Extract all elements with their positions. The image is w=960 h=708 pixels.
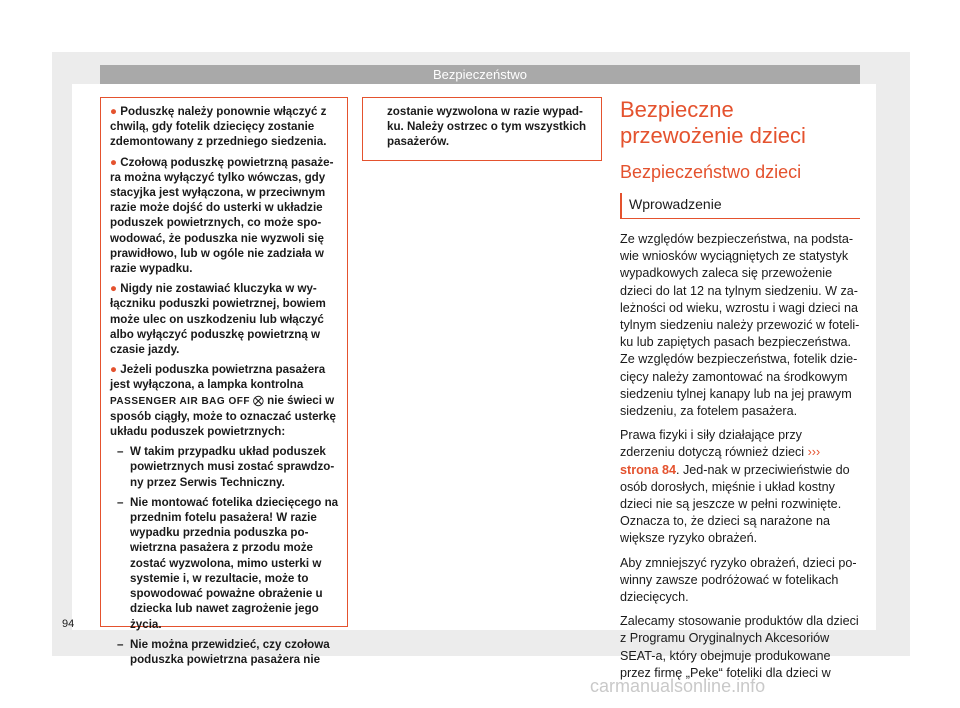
warning-sub-item: – Nie montować fotelika dziecięcego na przednim fotelu pasażera! W razie wypadku przednia poduszka po-wietrzna pasażera z przodu może zostać wyzwolona, mimo usterki w systemie i, w rezultacie, może to spowodować poważne obrażenie u dziecka lub nawet zagrożenie jego życia. — [117, 495, 339, 631]
warning-box-left — [100, 97, 348, 666]
paragraph: Ze względów bezpieczeństwa, na podsta-wie wniosków wyciągniętych ze statystyk wypadkowych zaleca się przewożenie dzieci do lat 12 na tylnym siedzeniu. W za-leżności od wieku, wzrostu i wagi dzieci na tylnym siedzeniu należy przewozić w foteli-ku lub zapiętych pasach bezpieczeństwa. Ze względów bezpieczeństwa, fotelik dzie-cięcy należy zamontować na środkowym siedzeniu tylnej kanapy lub na jej prawym siedzeniu, za fotelem pasażera. — [620, 232, 860, 419]
subsection-heading: Wprowadzenie — [629, 196, 722, 212]
bullet-icon: ● — [110, 363, 118, 377]
dash-icon: – — [117, 637, 124, 651]
section-heading: Bezpieczeństwo dzieci — [620, 162, 802, 182]
paragraph: Prawa fizyki i siły działające przy zderzeniu dotyczą również dzieci ››› strona 84. Jed-nak w przeciwieństwie do osób dorosłych, mięśnie i układ kostny dzieci nie są jeszcze w pełni rozwinięte. Oznacza to, że dzieci są narażone na większe ryzyko obrażeń. — [620, 428, 850, 546]
warning-sub-item: – Nie można przewidzieć, czy czołowa poduszka powietrzna pasażera nie — [117, 637, 330, 666]
passenger-airbag-off-icon: PASSENGER AIR BAG OFF ⛒ — [110, 395, 264, 407]
watermark: carmanualsonline.info — [590, 676, 766, 696]
paragraph: Aby zmniejszyć ryzyko obrażeń, dzieci po-winny zawsze podróżować w fotelikach dziecięcych. — [620, 555, 857, 605]
bullet-icon: ● — [110, 105, 118, 118]
dash-icon: – — [117, 445, 124, 459]
page-title: Bezpieczne przewożenie dzieci — [620, 97, 806, 148]
warning-continued-text: zostanie wyzwolona w razie wypad-ku. Należy ostrzec o tym wszystkich pasażerów. — [387, 105, 587, 149]
warning-box-continued — [362, 97, 602, 161]
subsection-heading-block — [620, 193, 860, 219]
warning-item: ● Nigdy nie zostawiać kluczyka w wy-łączniku poduszki powietrznej, bowiem może ulec on uszkodzeniu lub włączyć albo wyłączyć poduszkę powietrzną w czasie jazdy. — [110, 282, 326, 357]
arrow-icon: ››› — [807, 445, 821, 460]
page-reference-link[interactable]: strona 84 — [620, 462, 676, 477]
bullet-icon: ● — [110, 282, 118, 296]
section-header: Bezpieczeństwo — [100, 65, 860, 84]
warning-item: ● Jeżeli poduszka powietrzna pasażera jest wyłączona, a lampka kontrolna PASSENGER AIR BAG OFF ⛒ nie świeci w sposób ciągły, może to oznaczać usterkę układu poduszek powietrznych: — [110, 363, 336, 439]
dash-icon: – — [117, 495, 124, 509]
warning-item: ● Poduszkę należy ponownie włączyć z chwilą, gdy fotelik dziecięcy zostanie zdemontowany z przedniego siedzenia. — [110, 105, 327, 149]
page-number: 94 — [62, 618, 75, 630]
warning-sub-item: – W takim przypadku układ poduszek powietrznych musi zostać sprawdzo-ny przez Serwis Techniczny. — [117, 445, 335, 489]
paragraph: Zalecamy stosowanie produktów dla dzieci z Programu Oryginalnych Akcesoriów SEAT-a, który obejmuje produkowane przez firmę „Peke“ foteliki dla dzieci w — [620, 614, 859, 680]
bullet-icon: ● — [110, 155, 118, 169]
main-content — [620, 97, 860, 689]
warning-list — [110, 104, 344, 672]
body-text — [620, 231, 860, 682]
warning-item: ● Czołową poduszkę powietrzną pasaże-ra można wyłączyć tylko wówczas, gdy stacyjka jest wyłączona, w przeciwnym razie może dojść do usterki w układzie poduszek powietrznych, co może spo-wodować, że poduszka nie wyzwoli się prawidłowo, lub w ogóle nie zadziała w razie wypadku. — [110, 155, 334, 276]
